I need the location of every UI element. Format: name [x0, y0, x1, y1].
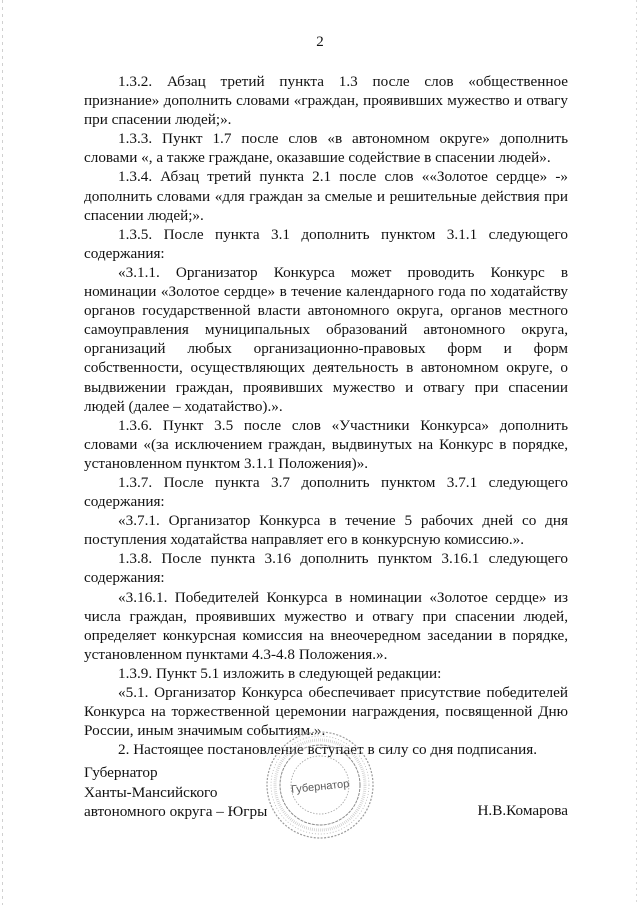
paragraph-2: 2. Настоящее постановление вступает в силу со дня подписания.	[118, 741, 537, 759]
paragraph-1-3-2: 1.3.2. Абзац третий пункта 1.3 после слов «общественное признание» дополнить словами «граждан, проявивших мужество и отвагу при спасении людей;».	[84, 73, 568, 129]
seal-icon	[264, 729, 376, 841]
page-number: 2	[316, 34, 324, 50]
scan-edge-right	[636, 0, 637, 905]
signatory-title-line: Ханты-Мансийского	[84, 783, 218, 801]
signatory-title	[84, 763, 267, 822]
paragraph-1-3-5: 1.3.5. После пункта 3.1 дополнить пунктом 3.1.1 следующего содержания:	[84, 225, 568, 262]
paragraph-1-3-4: 1.3.4. Абзац третий пункта 2.1 после слов ««Золотое сердце» -» дополнить словами «для граждан за смелые и решительные действия при спасении людей;».	[84, 168, 568, 224]
signatory-title-line: автономного округа – Югры	[84, 803, 268, 821]
seal-text: Губернатор	[290, 777, 350, 797]
signatory-name: Н.В.Комарова	[477, 802, 568, 819]
paragraph-1-3-3: 1.3.3. Пункт 1.7 после слов «в автономном округе» дополнить словами «, а также граждане, оказавшие содействие в спасении людей».	[84, 130, 568, 167]
paragraph-5-1: «5.1. Организатор Конкурса обеспечивает присутствие победителей Конкурса на торжественной церемонии награждения, посвященной Дню России, иным значимым событиям.».	[84, 684, 568, 740]
scan-edge-left	[2, 0, 3, 905]
official-seal-stamp	[264, 729, 376, 841]
signature-block	[84, 763, 568, 843]
paragraph-1-3-6: 1.3.6. Пункт 3.5 после слов «Участники Конкурса» дополнить словами «(за исключением граждан, выдвинутых на Конкурс в порядке, установленном пунктом 3.1.1 Положения)».	[84, 416, 568, 472]
paragraph-3-1-1: «3.1.1. Организатор Конкурса может проводить Конкурс в номинации «Золотое сердце» в течение календарного года по ходатайству органов государственной власти автономного округа, органов местного самоуправления муниципальных образований автономного округа, организаций любых организационно-правовых форм и форм собственности, осуществляющих деятельность в автономном округе, о выдвижении граждан, проявивших мужество и отвагу при спасении людей (далее – ходатайство).».	[84, 263, 568, 415]
signatory-title-line: Губернатор	[84, 764, 158, 781]
paragraph-1-3-9: 1.3.9. Пункт 5.1 изложить в следующей редакции:	[118, 664, 442, 682]
paragraph-1-3-8: 1.3.8. После пункта 3.16 дополнить пунктом 3.16.1 следующего содержания:	[84, 550, 568, 587]
paragraph-3-16-1: «3.16.1. Победителей Конкурса в номинации «Золотое сердце» из числа граждан, проявивших мужество и отвагу при спасении людей, определяет конкурсная комиссия на внеочередном заседании в порядке, установленном пунктами 4.3-4.8 Положения.».	[84, 588, 568, 663]
paragraph-3-7-1: «3.7.1. Организатор Конкурса в течение 5 рабочих дней со дня поступления ходатайства направляет его в конкурсную комиссию.».	[84, 512, 568, 549]
paragraph-1-3-7: 1.3.7. После пункта 3.7 дополнить пунктом 3.7.1 следующего содержания:	[84, 473, 568, 511]
document-body	[84, 72, 568, 759]
